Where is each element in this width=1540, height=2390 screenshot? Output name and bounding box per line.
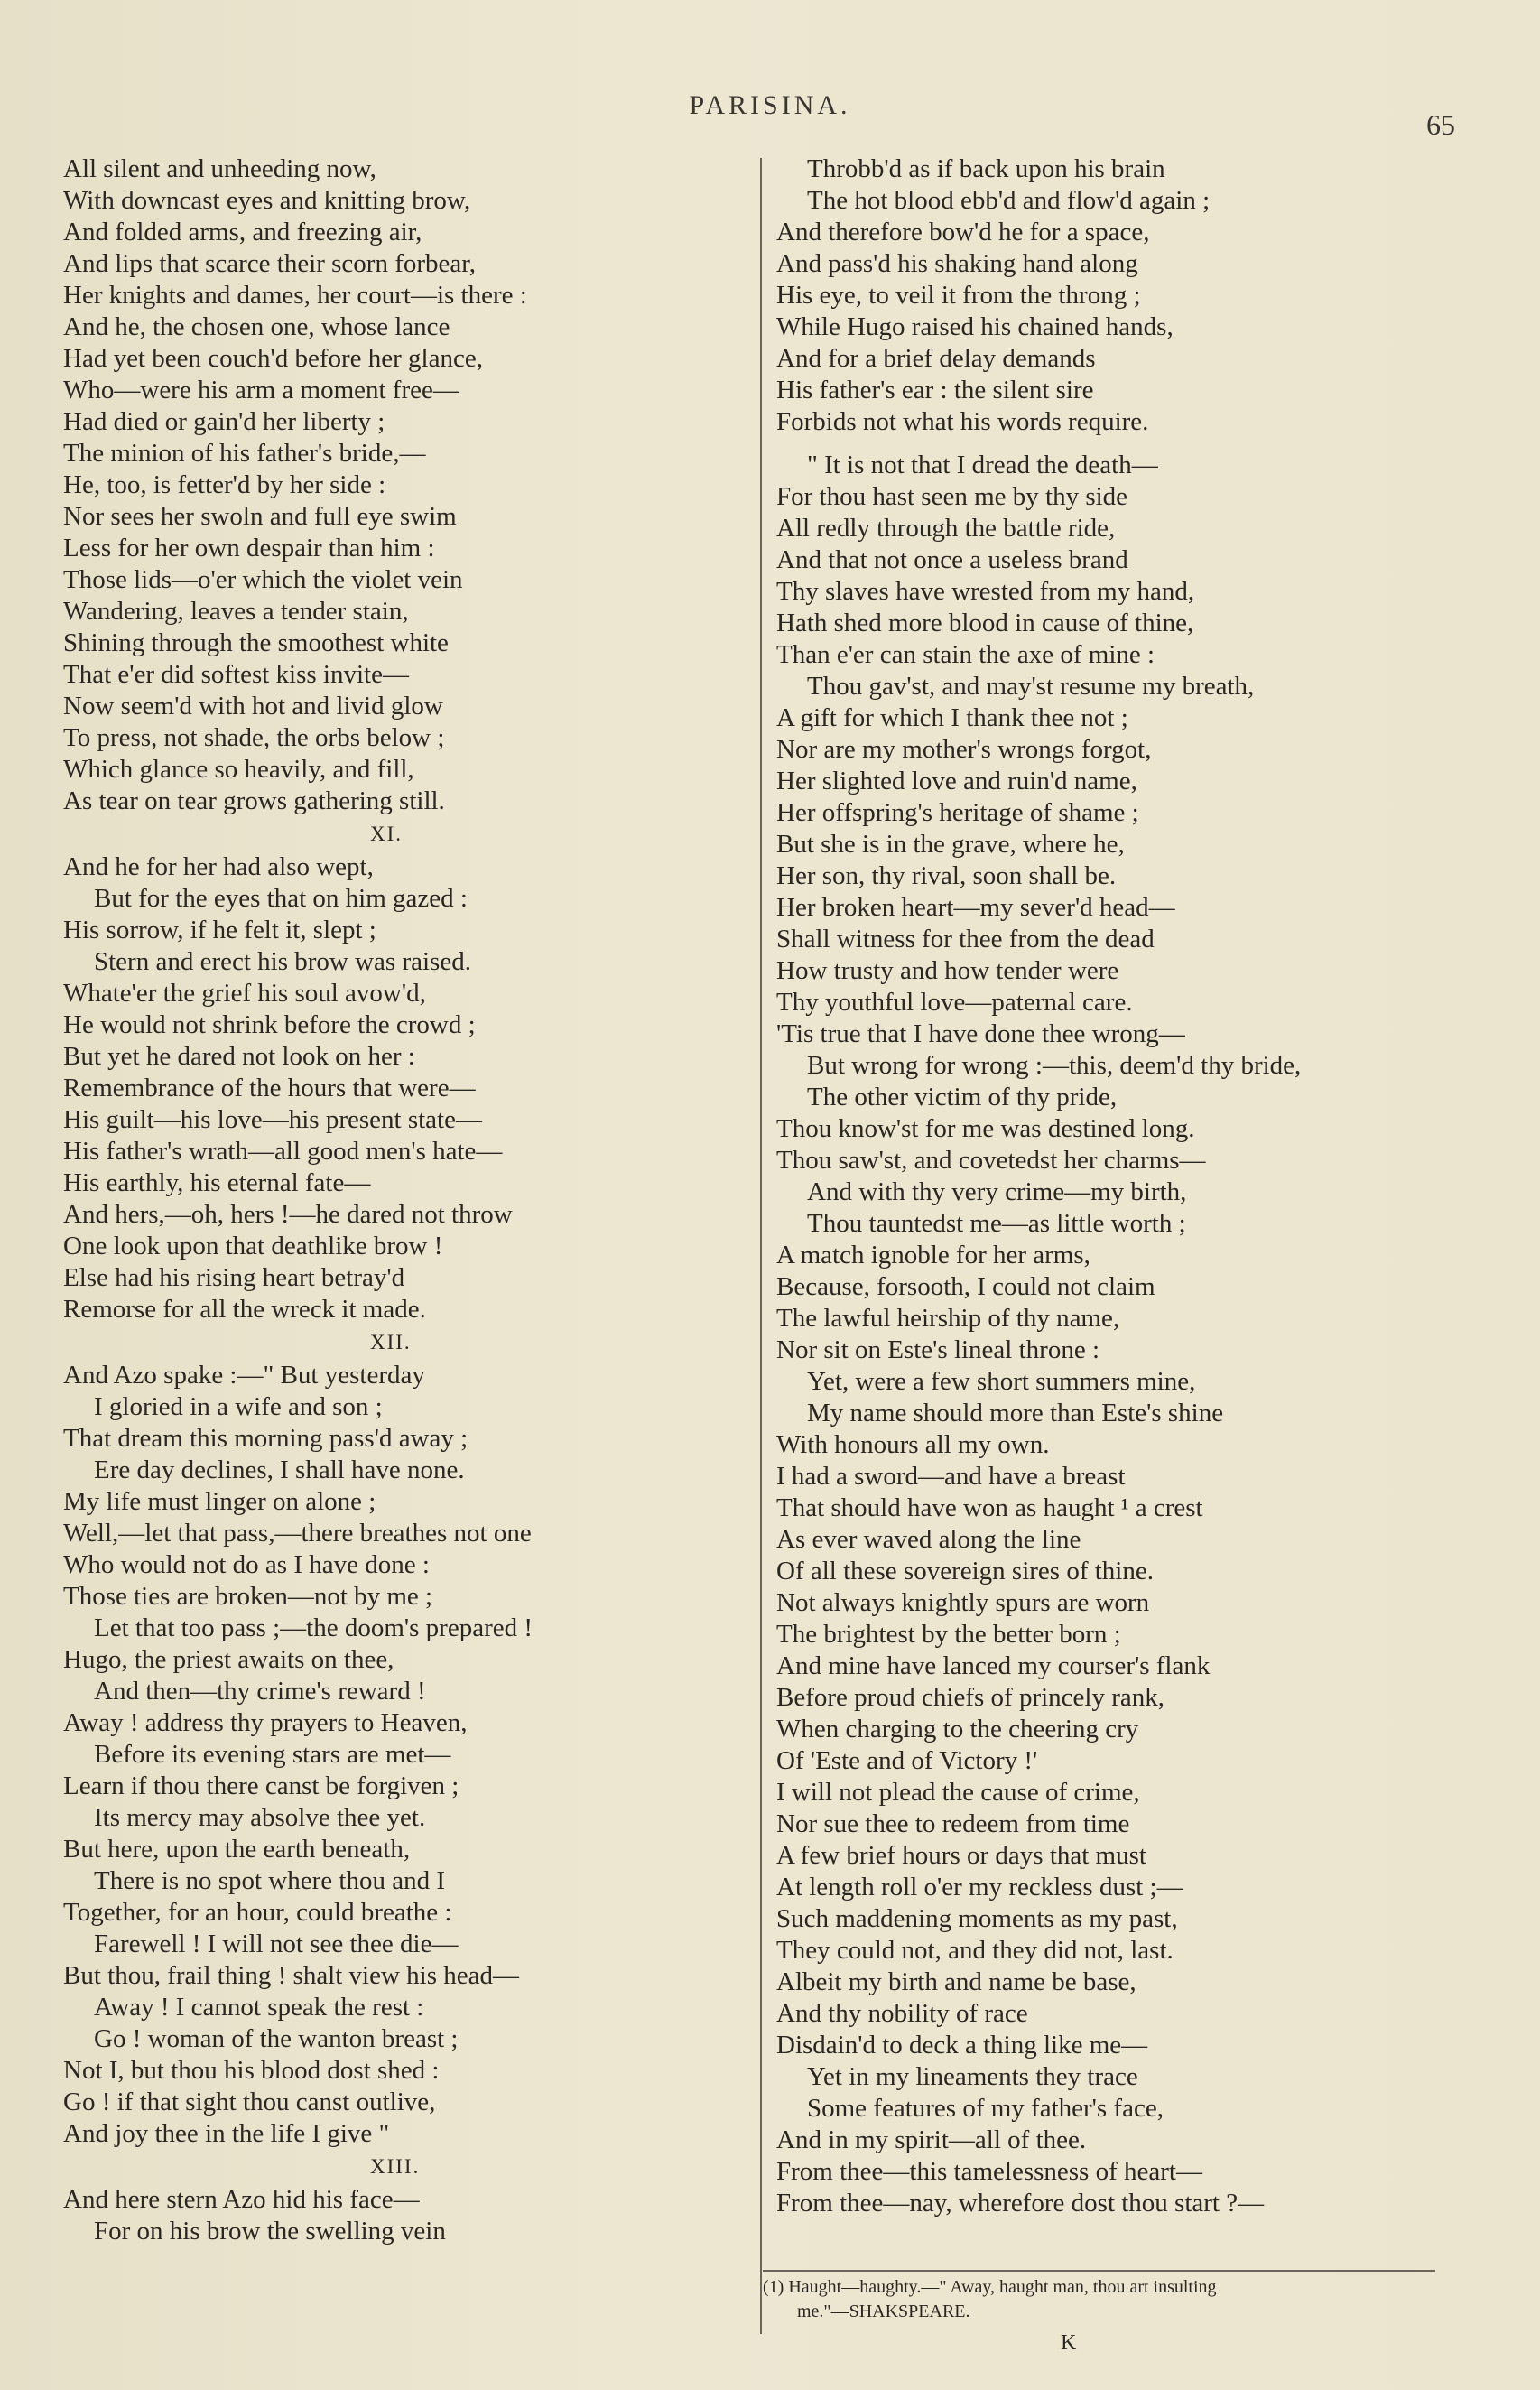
section-heading: XI. <box>370 823 404 845</box>
verse-line: 'Tis true that I have done thee wrong— <box>776 1019 1185 1048</box>
verse-line: Shining through the smoothest white <box>63 628 449 657</box>
verse-line: All redly through the battle ride, <box>776 514 1116 543</box>
verse-line: There is no spot where thou and I <box>94 1866 445 1895</box>
verse-line: A few brief hours or days that must <box>776 1841 1146 1870</box>
verse-line: Shall witness for thee from the dead <box>776 925 1155 953</box>
verse-line: But yet he dared not look on her : <box>63 1042 415 1071</box>
verse-line: Thou saw'st, and covetedst her charms— <box>776 1146 1206 1175</box>
verse-line: Nor sit on Este's lineal throne : <box>776 1335 1099 1364</box>
right-column <box>776 153 1498 2219</box>
verse-line: Less for her own despair than him : <box>63 534 435 563</box>
verse-line: Let that too pass ;—the doom's prepared ! <box>94 1613 533 1642</box>
verse-line: A match ignoble for her arms, <box>776 1241 1090 1269</box>
verse-line: And he for her had also wept, <box>63 852 374 881</box>
verse-line: And in my spirit—all of thee. <box>776 2125 1087 2154</box>
verse-line: His guilt—his love—his present state— <box>63 1105 482 1134</box>
verse-line: My life must linger on alone ; <box>63 1487 376 1516</box>
verse-line: Such maddening moments as my past, <box>776 1904 1178 1933</box>
verse-line: Than e'er can stain the axe of mine : <box>776 640 1155 669</box>
verse-line: And pass'd his shaking hand along <box>776 249 1138 278</box>
verse-line: And joy thee in the life I give " <box>63 2119 390 2148</box>
verse-line: That dream this morning pass'd away ; <box>63 1424 468 1453</box>
verse-line: Nor sue thee to redeem from time <box>776 1809 1130 1838</box>
verse-line: With honours all my own. <box>776 1430 1050 1459</box>
verse-line: The lawful heirship of thy name, <box>776 1304 1120 1333</box>
verse-line: " It is not that I dread the death— <box>807 451 1158 479</box>
verse-line: I will not plead the cause of crime, <box>776 1778 1140 1807</box>
verse-line: But for the eyes that on him gazed : <box>94 884 468 913</box>
verse-line: Her offspring's heritage of shame ; <box>776 798 1139 827</box>
verse-line: As ever waved along the line <box>776 1525 1081 1554</box>
verse-line: Remorse for all the wreck it made. <box>63 1295 426 1324</box>
verse-line: One look upon that deathlike brow ! <box>63 1232 443 1260</box>
verse-line: And hers,—oh, hers !—he dared not throw <box>63 1200 513 1229</box>
verse-line: Away ! I cannot speak the rest : <box>94 1993 424 2022</box>
verse-line: Throbb'd as if back upon his brain <box>807 154 1165 183</box>
verse-line: Before proud chiefs of princely rank, <box>776 1683 1165 1712</box>
footnote-line: (1) Haught—haughty.—" Away, haught man, thou art insulting <box>763 2277 1217 2297</box>
verse-line: But wrong for wrong :—this, deem'd thy bride, <box>807 1051 1302 1080</box>
verse-line: Those lids—o'er which the violet vein <box>63 565 463 594</box>
verse-line: His father's ear : the silent sire <box>776 376 1094 405</box>
verse-line: Had yet been couch'd before her glance, <box>63 344 483 373</box>
verse-line: For thou hast seen me by thy side <box>776 482 1128 511</box>
verse-line: But here, upon the earth beneath, <box>63 1835 411 1864</box>
verse-line: Because, forsooth, I could not claim <box>776 1272 1155 1301</box>
footnote <box>763 2275 1440 2324</box>
verse-line: Stern and erect his brow was raised. <box>94 947 471 976</box>
verse-line: All silent and unheeding now, <box>63 154 376 183</box>
verse-line: Now seem'd with hot and livid glow <box>63 692 443 721</box>
verse-line: Thy youthful love—paternal care. <box>776 988 1133 1017</box>
verse-line: Whate'er the grief his soul avow'd, <box>63 979 426 1008</box>
verse-line: At length roll o'er my reckless dust ;— <box>776 1873 1183 1902</box>
verse-line: Well,—let that pass,—there breathes not one <box>63 1519 532 1548</box>
verse-line: Hugo, the priest awaits on thee, <box>63 1645 394 1674</box>
verse-line: And that not once a useless brand <box>776 545 1128 574</box>
verse-line: That e'er did softest kiss invite— <box>63 660 409 689</box>
verse-line: And for a brief delay demands <box>776 344 1096 373</box>
verse-line: Hath shed more blood in cause of thine, <box>776 609 1194 637</box>
verse-line: From thee—nay, wherefore dost thou start ?— <box>776 2189 1265 2218</box>
verse-line: Which glance so heavily, and fill, <box>63 755 414 784</box>
verse-line: Disdain'd to deck a thing like me— <box>776 2031 1148 2060</box>
verse-line: His father's wrath—all good men's hate— <box>63 1137 503 1166</box>
verse-line: Had died or gain'd her liberty ; <box>63 407 385 436</box>
verse-line: Of all these sovereign sires of thine. <box>776 1557 1154 1586</box>
verse-line: When charging to the cheering cry <box>776 1715 1139 1744</box>
section-heading: XII. <box>370 1331 412 1353</box>
verse-line: And therefore bow'd he for a space, <box>776 218 1150 246</box>
verse-line: As tear on tear grows gathering still. <box>63 786 445 815</box>
verse-line: I gloried in a wife and son ; <box>94 1392 383 1421</box>
verse-line: While Hugo raised his chained hands, <box>776 312 1174 341</box>
verse-line: And mine have lanced my courser's flank <box>776 1651 1211 1680</box>
verse-line: His eye, to veil it from the throng ; <box>776 281 1141 310</box>
verse-line: The hot blood ebb'd and flow'd again ; <box>807 186 1211 215</box>
verse-line: Go ! woman of the wanton breast ; <box>94 2024 459 2053</box>
verse-line: With downcast eyes and knitting brow, <box>63 186 471 215</box>
verse-line: But thou, frail thing ! shalt view his head— <box>63 1961 520 1990</box>
verse-line: Thy slaves have wrested from my hand, <box>776 577 1195 606</box>
verse-line: And lips that scarce their scorn forbear, <box>63 249 477 278</box>
verse-line: Yet in my lineaments they trace <box>807 2062 1138 2091</box>
verse-line: For on his brow the swelling vein <box>94 2217 446 2246</box>
verse-line: Her slighted love and ruin'd name, <box>776 767 1137 795</box>
verse-line: Not I, but thou his blood dost shed : <box>63 2056 440 2085</box>
verse-line: Who would not do as I have done : <box>63 1550 430 1579</box>
verse-line: And folded arms, and freezing air, <box>63 218 422 246</box>
verse-line: Her son, thy rival, soon shall be. <box>776 861 1117 890</box>
verse-line: A gift for which I thank thee not ; <box>776 703 1128 732</box>
verse-line: Remembrance of the hours that were— <box>63 1074 476 1102</box>
verse-line: Those ties are broken—not by me ; <box>63 1582 433 1611</box>
verse-line: He would not shrink before the crowd ; <box>63 1010 476 1039</box>
verse-line: Learn if thou there canst be forgiven ; <box>63 1772 459 1800</box>
verse-line: Forbids not what his words require. <box>776 407 1149 436</box>
verse-line: Her knights and dames, her court—is there : <box>63 281 527 310</box>
verse-line: From thee—this tamelessness of heart— <box>776 2157 1202 2186</box>
running-title: PARISINA. <box>689 90 851 120</box>
verse-line: Ere day declines, I shall have none. <box>94 1455 465 1484</box>
verse-line: And Azo spake :—" But yesterday <box>63 1361 425 1390</box>
verse-line: Thou gav'st, and may'st resume my breath, <box>807 672 1255 701</box>
verse-line: Albeit my birth and name be base, <box>776 1967 1136 1996</box>
verse-line: How trusty and how tender were <box>776 956 1119 985</box>
footnote-line: me."—SHAKSPEARE. <box>797 2302 970 2321</box>
verse-line: Thou tauntedst me—as little worth ; <box>807 1209 1186 1238</box>
verse-line: And here stern Azo hid his face— <box>63 2185 420 2214</box>
verse-line: The minion of his father's bride,— <box>63 439 426 468</box>
verse-line: The brightest by the better born ; <box>776 1620 1121 1649</box>
left-column <box>63 153 731 2247</box>
verse-line: Its mercy may absolve thee yet. <box>94 1803 426 1832</box>
verse-line: But she is in the grave, where he, <box>776 830 1125 859</box>
verse-line: Nor are my mother's wrongs forgot, <box>776 735 1152 764</box>
verse-line: He, too, is fetter'd by her side : <box>63 470 386 499</box>
verse-line: They could not, and they did not, last. <box>776 1936 1174 1965</box>
verse-line: That should have won as haught ¹ a crest <box>776 1493 1203 1522</box>
verse-line: The other victim of thy pride, <box>807 1083 1118 1111</box>
verse-line: And with thy very crime—my birth, <box>807 1177 1187 1206</box>
verse-line: I had a sword—and have a breast <box>776 1462 1126 1491</box>
verse-line: Away ! address thy prayers to Heaven, <box>63 1708 468 1737</box>
stanza-gap <box>776 438 1498 450</box>
page-number: 65 <box>1426 108 1455 141</box>
verse-line: Farewell ! I will not see thee die— <box>94 1930 459 1958</box>
verse-line: To press, not shade, the orbs below ; <box>63 723 445 752</box>
verse-line: And he, the chosen one, whose lance <box>63 312 450 341</box>
verse-line: Not always knightly spurs are worn <box>776 1588 1150 1617</box>
verse-line: Else had his rising heart betray'd <box>63 1263 405 1292</box>
signature-mark: K <box>1061 2331 1079 2355</box>
verse-line: Nor sees her swoln and full eye swim <box>63 502 457 531</box>
verse-line: His earthly, his eternal fate— <box>63 1168 371 1197</box>
verse-line: Of 'Este and of Victory !' <box>776 1746 1038 1775</box>
verse-line: And thy nobility of race <box>776 1999 1028 2028</box>
column-divider <box>760 158 762 2334</box>
verse-line: His sorrow, if he felt it, slept ; <box>63 916 376 944</box>
verse-line: Together, for an hour, could breathe : <box>63 1898 452 1927</box>
section-heading: XIII. <box>370 2155 421 2178</box>
verse-line: Some features of my father's face, <box>807 2094 1164 2123</box>
verse-line: Before its evening stars are met— <box>94 1740 451 1769</box>
verse-line: Wandering, leaves a tender stain, <box>63 597 409 626</box>
verse-line: Her broken heart—my sever'd head— <box>776 893 1175 922</box>
verse-line: Yet, were a few short summers mine, <box>807 1367 1196 1396</box>
footnote-rule <box>763 2270 1435 2272</box>
verse-line: Who—were his arm a moment free— <box>63 376 459 405</box>
verse-line: Go ! if that sight thou canst outlive, <box>63 2088 436 2116</box>
verse-line: And then—thy crime's reward ! <box>94 1677 426 1706</box>
verse-line: Thou know'st for me was destined long. <box>776 1114 1195 1143</box>
verse-line: My name should more than Este's shine <box>807 1399 1224 1427</box>
